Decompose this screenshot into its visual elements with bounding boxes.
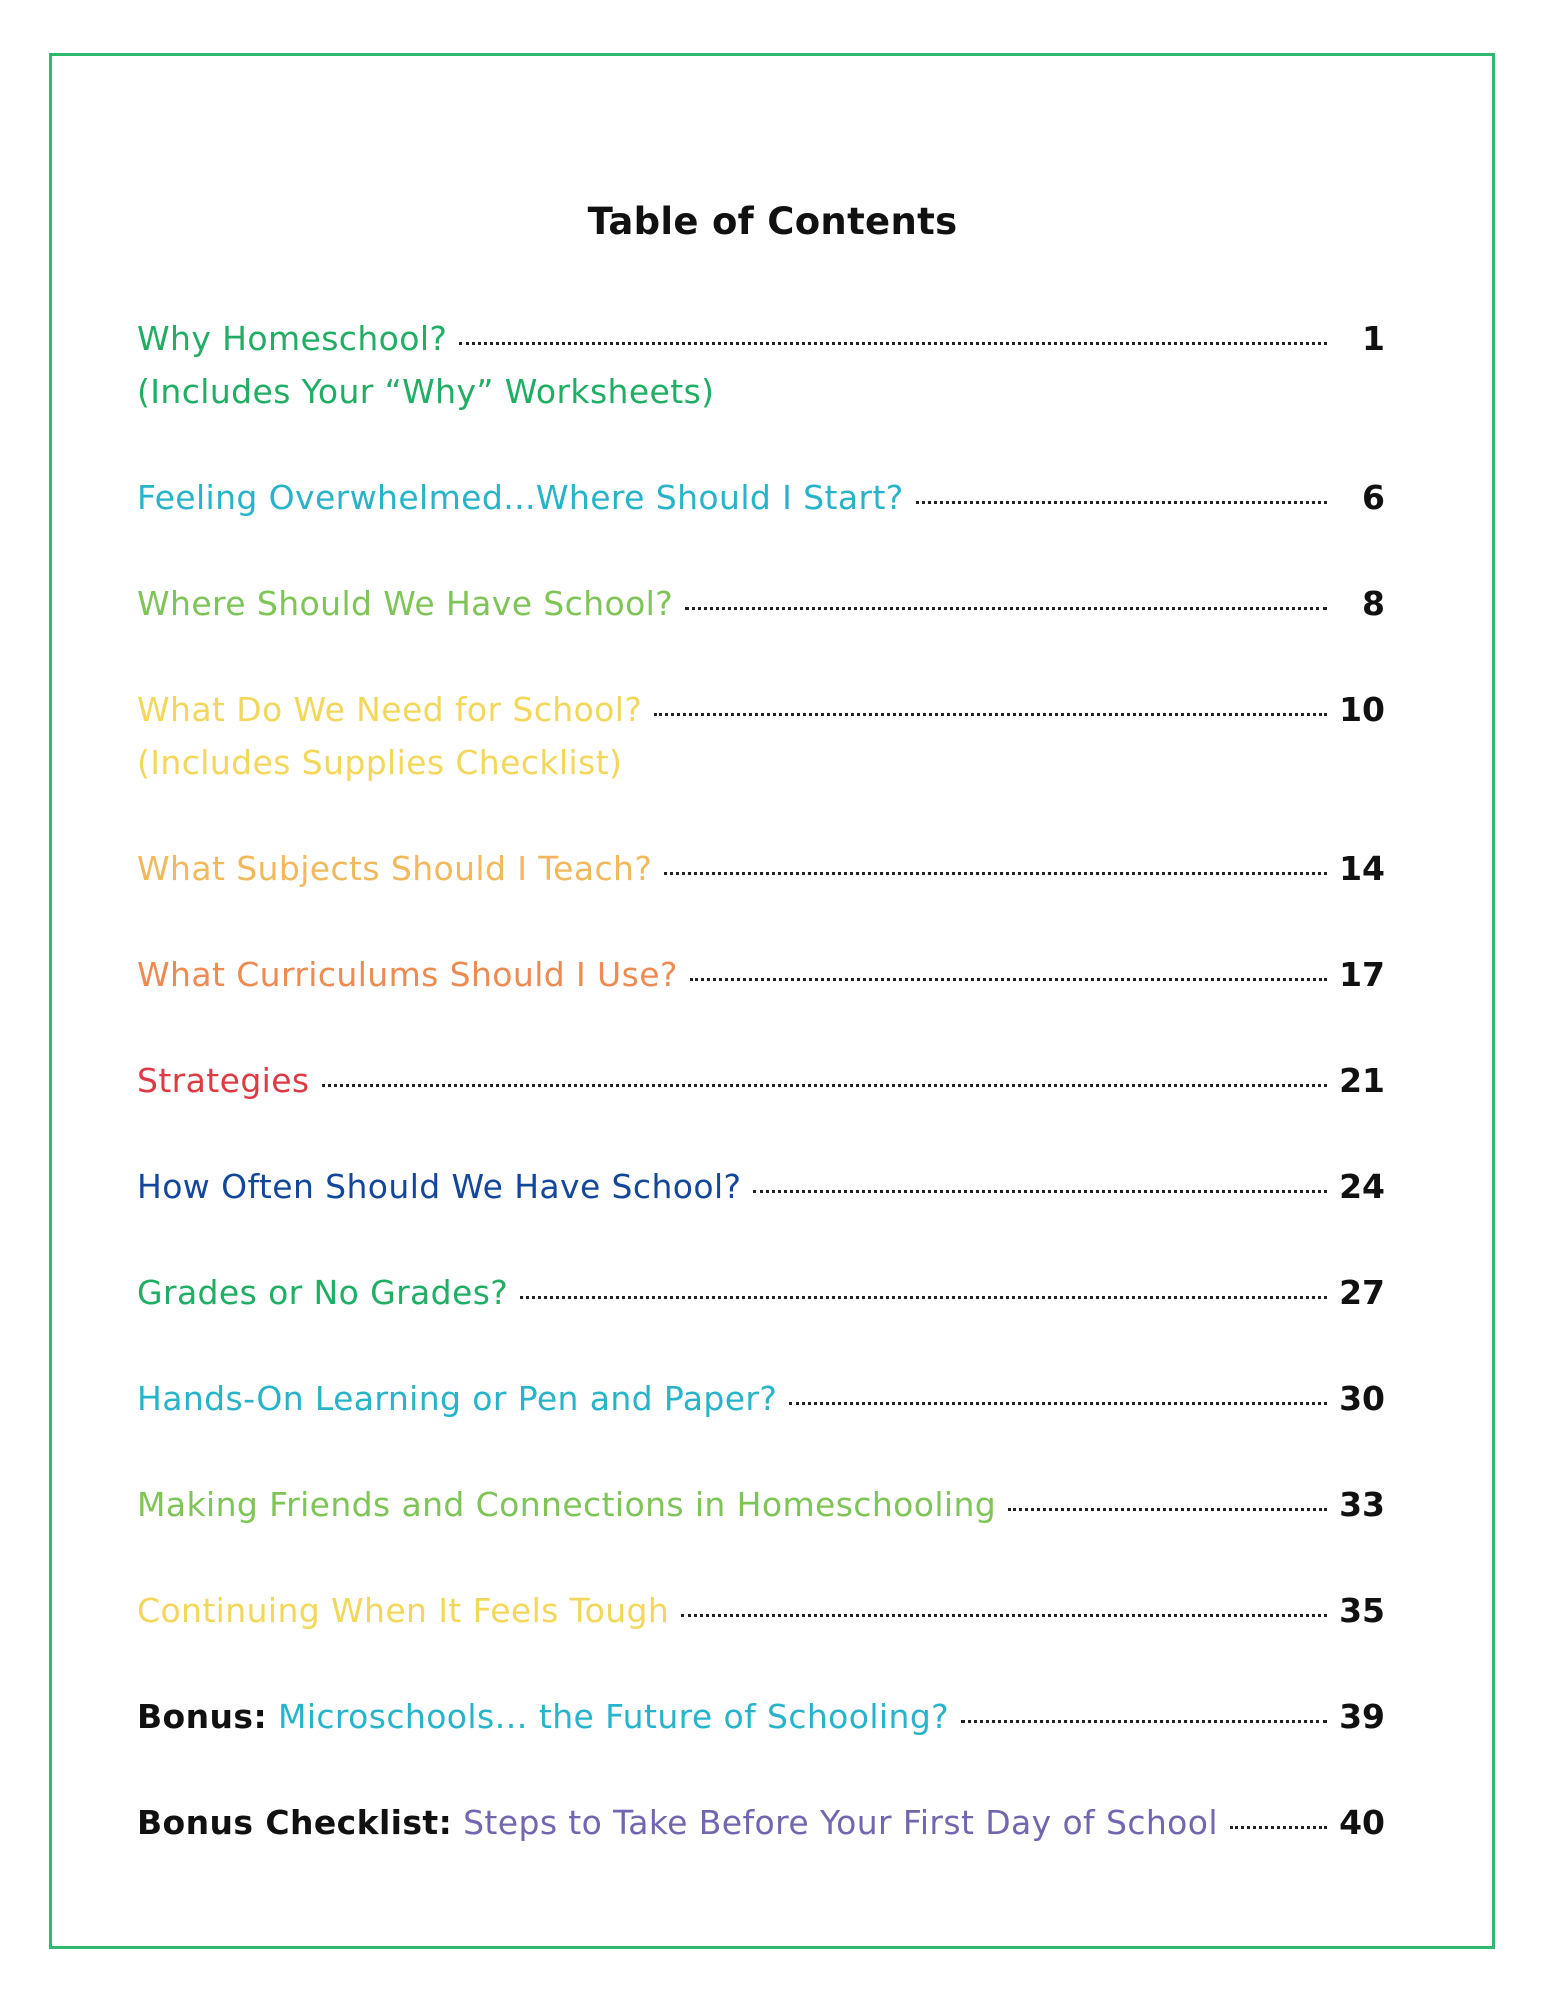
toc-page-number: 17 — [1339, 955, 1385, 994]
toc-entry-label: Feeling Overwhelmed...Where Should I Start? — [137, 478, 904, 517]
dot-leader — [916, 501, 1327, 504]
toc-entry[interactable] — [137, 583, 1385, 689]
toc-entry[interactable] — [137, 848, 1385, 954]
toc-entry[interactable] — [137, 689, 1385, 848]
toc-entry-label: Steps to Take Before Your First Day of School — [463, 1803, 1218, 1842]
toc-entry-line — [137, 848, 1385, 890]
toc-entry-label: Where Should We Have School? — [137, 584, 674, 623]
toc-entry-label: How Often Should We Have School? — [137, 1167, 742, 1206]
toc-entry-title[interactable] — [137, 1802, 1218, 1844]
toc-entry-label: What Do We Need for School? — [137, 690, 643, 729]
toc-entry[interactable] — [137, 318, 1385, 477]
toc-entry-line — [137, 689, 1385, 731]
toc-entry-line — [137, 1802, 1385, 1844]
toc-entry-line — [137, 1696, 1385, 1738]
toc-entry-subtitle: (Includes Supplies Checklist) — [137, 743, 623, 782]
toc-entry[interactable] — [137, 1484, 1385, 1590]
toc-page-number: 21 — [1339, 1061, 1385, 1100]
toc-page-number: 8 — [1362, 584, 1385, 623]
toc-page-number: 6 — [1362, 478, 1385, 517]
toc-page-number: 14 — [1339, 849, 1385, 888]
toc-entry[interactable] — [137, 1590, 1385, 1696]
toc-entry-line — [137, 1166, 1385, 1208]
toc-entry-label: Grades or No Grades? — [137, 1273, 509, 1312]
toc-entry-title[interactable] — [137, 1696, 949, 1738]
toc-entry-prefix: Bonus: — [137, 1697, 268, 1736]
toc-page-number: 30 — [1339, 1379, 1385, 1418]
toc-entry-title[interactable] — [137, 1060, 310, 1102]
toc-entry-title[interactable] — [137, 583, 673, 625]
dot-leader — [1008, 1508, 1327, 1511]
toc-entry[interactable] — [137, 1802, 1385, 1908]
toc-entry-line — [137, 1484, 1385, 1526]
toc-page-number: 24 — [1339, 1167, 1385, 1206]
toc-entry-title[interactable] — [137, 689, 642, 731]
dot-leader — [685, 607, 1327, 610]
toc-entry-label: Hands-On Learning or Pen and Paper? — [137, 1379, 778, 1418]
toc-entry[interactable] — [137, 1060, 1385, 1166]
toc-entry-title[interactable] — [137, 848, 652, 890]
toc-entry-line — [137, 583, 1385, 625]
toc-entry-line — [137, 1272, 1385, 1314]
toc-entry[interactable] — [137, 1378, 1385, 1484]
toc-entry-title[interactable] — [137, 1484, 996, 1526]
dot-leader — [664, 872, 1327, 875]
dot-leader — [322, 1084, 1327, 1087]
dot-leader — [459, 342, 1327, 345]
toc-entry-line — [137, 1590, 1385, 1632]
toc-page-number: 1 — [1362, 319, 1385, 358]
toc-entry-title[interactable] — [137, 1590, 669, 1632]
toc-entry-subtitle: (Includes Your “Why” Worksheets) — [137, 372, 715, 411]
toc-entry-label: What Curriculums Should I Use? — [137, 955, 678, 994]
toc-entry-label: Microschools… the Future of Schooling? — [277, 1697, 950, 1736]
toc-entry[interactable] — [137, 477, 1385, 583]
page-title: Table of Contents — [587, 200, 958, 243]
toc-entry-line — [137, 477, 1385, 519]
toc-entry-label: Continuing When It Feels Tough — [137, 1591, 670, 1630]
toc-entry-line — [137, 1060, 1385, 1102]
toc-entry-line — [137, 954, 1385, 996]
dot-leader — [1230, 1826, 1327, 1829]
dot-leader — [961, 1720, 1327, 1723]
dot-leader — [681, 1614, 1327, 1617]
toc-entry-prefix: Bonus Checklist: — [137, 1803, 453, 1842]
toc-entry-title[interactable] — [137, 1378, 777, 1420]
toc-entry[interactable] — [137, 1166, 1385, 1272]
toc-entry-label: What Subjects Should I Teach? — [137, 849, 653, 888]
toc-entry-title[interactable] — [137, 1272, 508, 1314]
toc-entry-title[interactable] — [137, 477, 904, 519]
dot-leader — [654, 713, 1327, 716]
table-of-contents — [137, 318, 1385, 1908]
dot-leader — [753, 1190, 1327, 1193]
toc-entry-label: Making Friends and Connections in Homeschooling — [137, 1485, 997, 1524]
toc-page-number: 33 — [1339, 1485, 1385, 1524]
toc-entry-line — [137, 1378, 1385, 1420]
toc-entry[interactable] — [137, 1272, 1385, 1378]
dot-leader — [690, 978, 1327, 981]
toc-page-number: 27 — [1339, 1273, 1385, 1312]
dot-leader — [520, 1296, 1327, 1299]
dot-leader — [789, 1402, 1327, 1405]
toc-page-number: 39 — [1339, 1697, 1385, 1736]
toc-entry-label: Why Homeschool? — [137, 319, 448, 358]
toc-entry[interactable] — [137, 954, 1385, 1060]
toc-entry[interactable] — [137, 1696, 1385, 1802]
toc-entry-line — [137, 318, 1385, 360]
toc-page-number: 10 — [1339, 690, 1385, 729]
toc-entry-title[interactable] — [137, 318, 447, 360]
toc-entry-title[interactable] — [137, 1166, 741, 1208]
toc-page-number: 40 — [1339, 1803, 1385, 1842]
toc-page-number: 35 — [1339, 1591, 1385, 1630]
toc-entry-title[interactable] — [137, 954, 678, 996]
toc-entry-label: Strategies — [137, 1061, 310, 1100]
